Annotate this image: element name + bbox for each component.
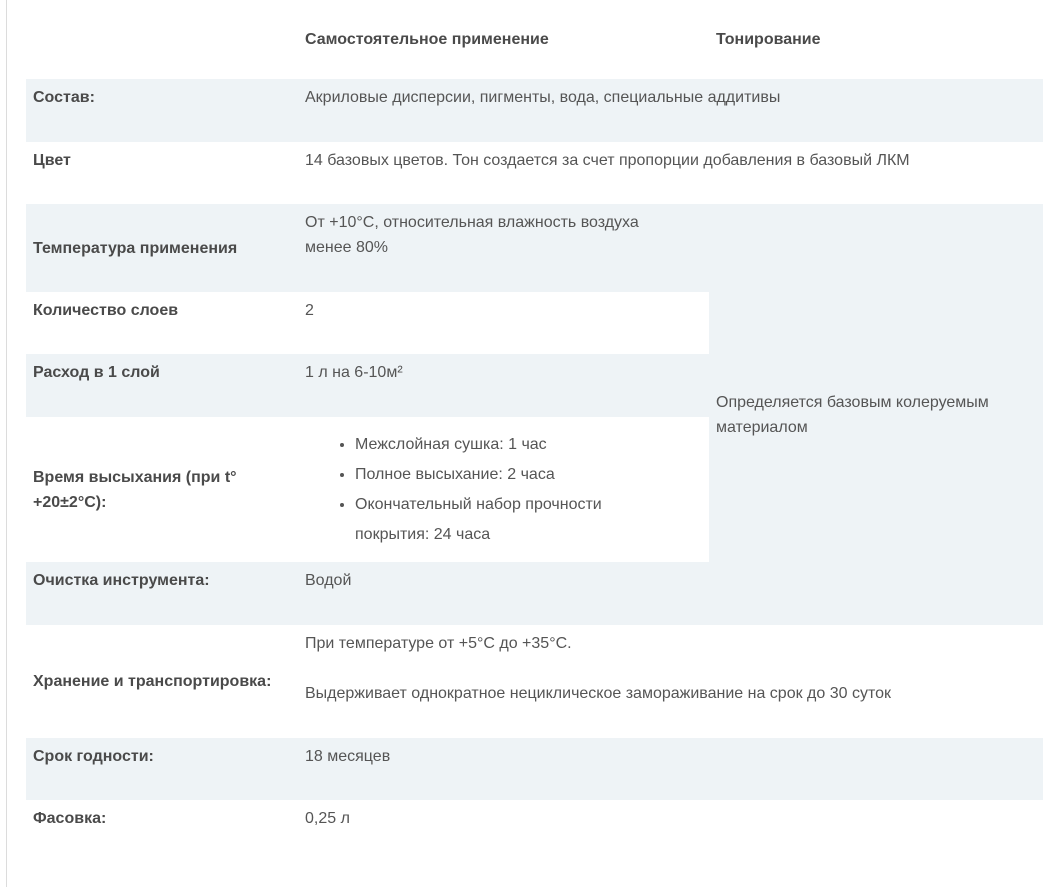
value-temperature-line1: От +10°С, относительная влажность воздуха bbox=[305, 214, 639, 231]
row-packaging bbox=[26, 800, 1043, 863]
header-empty bbox=[26, 0, 298, 79]
label-temperature: Температура применения bbox=[26, 204, 298, 292]
drying-item-full: • Полное высыхание: 2 часа bbox=[355, 460, 702, 490]
value-layers: 2 bbox=[305, 302, 314, 319]
value-shelf-life: 18 месяцев bbox=[298, 738, 1043, 800]
label-composition: Состав: bbox=[26, 79, 298, 142]
value-composition: Акриловые дисперсии, пигменты, вода, специальные аддитивы bbox=[298, 79, 1043, 142]
label-drying bbox=[26, 417, 298, 562]
row-color bbox=[26, 142, 1043, 204]
label-storage: Хранение и транспортировка: bbox=[33, 673, 272, 690]
value-temperature-line2: менее 80% bbox=[305, 239, 388, 256]
value-storage-line1: При температуре от +5°С до +35°С. bbox=[305, 635, 572, 652]
value-consumption: 1 л на 6-10м² bbox=[298, 354, 709, 417]
value-storage bbox=[298, 625, 1043, 738]
value-cleaning: Водой bbox=[298, 562, 709, 625]
tinting-note-line1: Определяется базовым колеруемым bbox=[716, 393, 989, 411]
label-shelf-life: Срок годности: bbox=[26, 738, 298, 800]
product-spec-table bbox=[26, 0, 1043, 863]
row-storage bbox=[26, 625, 1043, 738]
table-header-row bbox=[26, 0, 1043, 79]
tinting-note-line2: материалом bbox=[716, 418, 808, 436]
label-drying-line2: +20±2°С): bbox=[33, 493, 107, 511]
value-packaging: 0,25 л bbox=[305, 810, 350, 827]
label-consumption: Расход в 1 слой bbox=[26, 354, 298, 417]
drying-item-strength: • Окончательный набор прочности покрытия: 24 часа bbox=[355, 490, 702, 550]
drying-item-interlayer: • Межслойная сушка: 1 час bbox=[355, 430, 702, 460]
page-left-border bbox=[6, 0, 7, 887]
row-shelf-life bbox=[26, 738, 1043, 800]
row-temperature bbox=[26, 204, 1043, 292]
label-drying-line1: Время высыхания (при t° bbox=[33, 468, 237, 486]
value-temperature bbox=[298, 204, 709, 292]
value-drying bbox=[298, 417, 709, 562]
value-color: 14 базовых цветов. Тон создается за счет пропорции добавления в базовый ЛКМ bbox=[305, 152, 910, 169]
label-layers: Количество слоев bbox=[33, 302, 179, 319]
label-packaging: Фасовка: bbox=[33, 810, 107, 827]
header-tinting: Тонирование bbox=[716, 31, 821, 48]
tinting-note bbox=[709, 204, 1043, 625]
header-standalone: Самостоятельное применение bbox=[305, 31, 549, 48]
value-storage-line2: Выдерживает однократное нециклическое замораживание на срок до 30 суток bbox=[305, 685, 892, 702]
row-composition bbox=[26, 79, 1043, 142]
label-cleaning: Очистка инструмента: bbox=[26, 562, 298, 625]
label-color: Цвет bbox=[33, 152, 71, 169]
drying-list bbox=[305, 430, 702, 550]
